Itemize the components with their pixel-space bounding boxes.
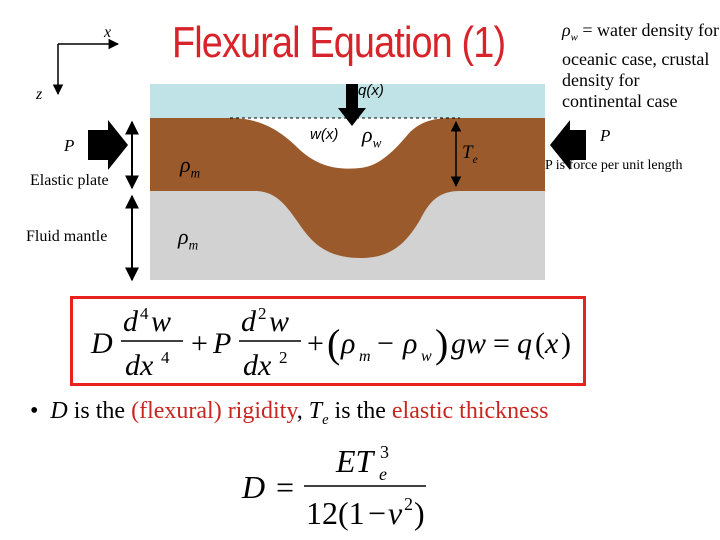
bullet-te-sub: e (322, 411, 329, 428)
flexural-equation-box (70, 296, 586, 386)
svg-text:−: − (377, 327, 394, 360)
svg-text:(: ( (535, 327, 545, 360)
svg-text:(: ( (327, 321, 341, 366)
rho-m-mantle-symbol: ρ (178, 224, 189, 249)
rho-m-plate-symbol: ρ (180, 152, 191, 177)
elastic-plate-label: Elastic plate (30, 172, 109, 189)
bullet-text-1: is the (67, 398, 132, 424)
svg-text:P: P (213, 327, 232, 360)
rigidity-term: (flexural) rigidity (131, 398, 297, 424)
svg-text:): ) (414, 495, 425, 531)
svg-text:+: + (307, 327, 324, 360)
svg-text:e: e (379, 464, 387, 484)
svg-text:): ) (561, 327, 571, 360)
svg-text:dx: dx (243, 349, 272, 382)
svg-text:ET: ET (336, 443, 374, 479)
svg-text:+: + (191, 327, 208, 360)
rho-m-mantle-sub: m (188, 237, 199, 253)
bullet-marker: • (30, 398, 39, 424)
force-right-label: P (600, 126, 611, 145)
svg-text:−: − (368, 495, 387, 531)
svg-text:w: w (269, 305, 290, 338)
te-label (462, 142, 478, 166)
svg-text:): ) (435, 321, 449, 366)
svg-text:ρ: ρ (403, 327, 418, 360)
coordinate-axes (58, 44, 118, 94)
deflection-label: w(x) (310, 126, 339, 143)
svg-text:4: 4 (161, 348, 170, 367)
left-force-arrow (88, 120, 128, 170)
fluid-mantle-label: Fluid mantle (26, 228, 108, 245)
load-label: q(x) (358, 82, 384, 99)
svg-text:d: d (241, 305, 256, 338)
svg-text:x: x (545, 327, 559, 360)
svg-text:w: w (421, 348, 432, 365)
flexural-equation (73, 299, 583, 383)
rho-w-sub: w (372, 135, 382, 151)
svg-text:ν: ν (388, 495, 403, 531)
bullet-text-3: is the (328, 398, 392, 424)
rho-w-symbol: ρ (362, 122, 373, 147)
svg-text:2: 2 (279, 348, 288, 367)
elastic-thickness-term: elastic thickness (391, 398, 549, 424)
svg-text:3: 3 (380, 442, 389, 462)
te-label-sub: e (472, 153, 478, 166)
axis-z-label: z (36, 86, 43, 103)
svg-text:4: 4 (140, 304, 149, 323)
svg-text:2: 2 (258, 304, 267, 323)
rigidity-formula (236, 436, 436, 532)
slide-title: Flexural Equation (1) (172, 18, 506, 67)
svg-text:=: = (493, 327, 510, 360)
density-note-sub: w (570, 31, 578, 44)
svg-text:2: 2 (404, 494, 413, 514)
rho-w-label (362, 122, 381, 151)
rho-m-mantle-label (178, 224, 198, 253)
svg-text:=: = (276, 469, 295, 505)
svg-text:dx: dx (125, 349, 154, 382)
te-label-symbol: T (462, 142, 473, 163)
svg-text:gw: gw (451, 327, 487, 360)
rho-m-plate-sub: m (190, 165, 201, 181)
density-note-text: = water density for oceanic case, crustal density for continental case (562, 20, 719, 111)
bullet-text-2: , (296, 398, 309, 424)
svg-text:w: w (151, 305, 172, 338)
svg-text:d: d (123, 305, 138, 338)
force-note: P is force per unit length (545, 158, 683, 173)
bullet-te-symbol: T (308, 398, 323, 424)
svg-text:D: D (242, 469, 266, 505)
svg-text:12(1: 12(1 (306, 495, 365, 531)
axis-x-label: x (104, 24, 112, 41)
bullet-d-symbol: D (50, 398, 68, 424)
svg-text:q: q (517, 327, 532, 360)
svg-text:D: D (91, 327, 113, 360)
rigidity-bullet (30, 398, 549, 429)
force-left-label: P (64, 136, 75, 155)
svg-text:m: m (359, 348, 371, 365)
density-note-symbol: ρ (562, 20, 571, 40)
rho-m-plate-label (180, 152, 200, 181)
svg-text:ρ: ρ (341, 327, 356, 360)
